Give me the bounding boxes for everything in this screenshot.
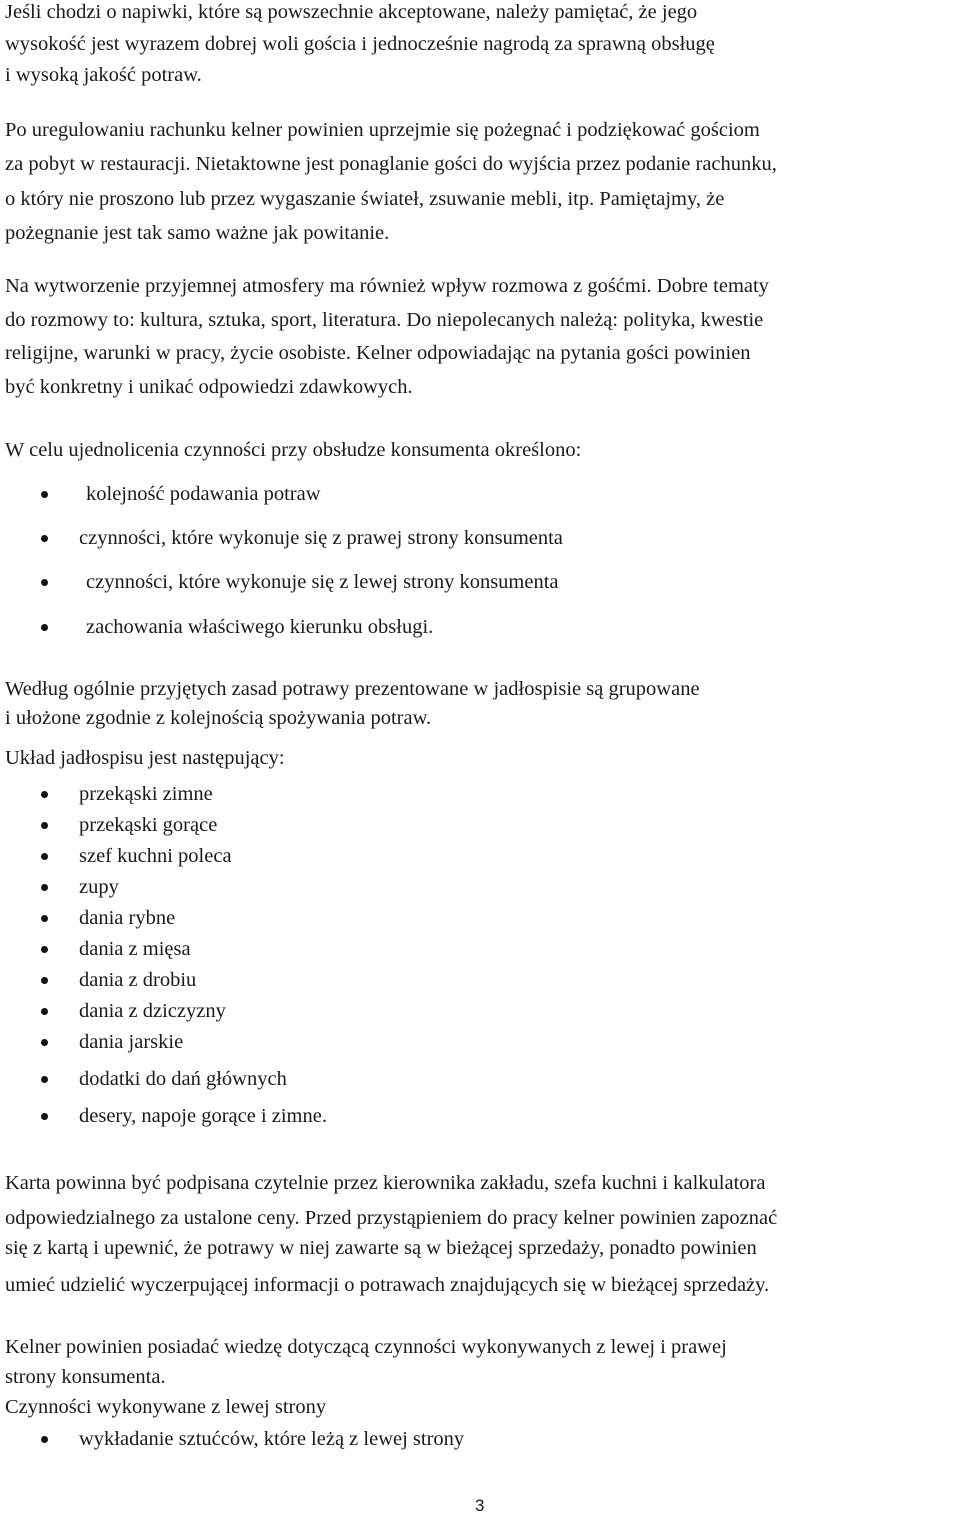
text-line: religijne, warunki w pracy, życie osobiste. Kelner odpowiadając na pytania gości powinien: [5, 342, 751, 364]
list-intro: Układ jadłospisu jest następujący:: [5, 747, 285, 769]
bullet-icon: [41, 946, 48, 953]
list-item: desery, napoje gorące i zimne.: [79, 1105, 327, 1127]
bullet-icon: [41, 822, 48, 829]
bullet-icon: [41, 1008, 48, 1015]
list-item: przekąski zimne: [79, 783, 213, 805]
bullet-icon: [41, 1076, 48, 1083]
bullet-icon: [41, 853, 48, 860]
bullet-icon: [41, 884, 48, 891]
list-item: kolejność podawania potraw: [86, 483, 321, 505]
list-intro: Czynności wykonywane z lewej strony: [5, 1396, 327, 1418]
list-item: zupy: [79, 876, 119, 898]
list-item: dania z mięsa: [79, 938, 191, 960]
list-item: wykładanie sztućców, które leżą z lewej strony: [79, 1428, 465, 1450]
list-item: czynności, które wykonuje się z prawej strony konsumenta: [79, 527, 563, 549]
text-line: pożegnanie jest tak samo ważne jak powitanie.: [5, 222, 390, 244]
bullet-icon: [41, 624, 48, 631]
bullet-icon: [41, 579, 48, 586]
text-line: Na wytworzenie przyjemnej atmosfery ma również wpływ rozmowa z gośćmi. Dobre tematy: [5, 275, 769, 297]
list-item: dania z drobiu: [79, 969, 197, 991]
bullet-icon: [41, 1113, 48, 1120]
list-item: szef kuchni poleca: [79, 845, 232, 867]
bullet-icon: [41, 977, 48, 984]
text-line: Według ogólnie przyjętych zasad potrawy prezentowane w jadłospisie są grupowane: [5, 678, 700, 700]
page-number: 3: [475, 1496, 485, 1515]
bullet-icon: [41, 491, 48, 498]
text-line: Kelner powinien posiadać wiedzę dotyczącą czynności wykonywanych z lewej i prawej: [5, 1336, 727, 1358]
text-line: i ułożone zgodnie z kolejnością spożywania potraw.: [5, 707, 432, 729]
list-item: przekąski gorące: [79, 814, 218, 836]
bullet-icon: [41, 535, 48, 542]
text-line: o który nie proszono lub przez wygaszanie świateł, zsuwanie mebli, itp. Pamiętajmy, że: [5, 188, 725, 210]
text-line: Po uregulowaniu rachunku kelner powinien uprzejmie się pożegnać i podziękować gościom: [5, 119, 760, 141]
text-line: się z kartą i upewnić, że potrawy w niej zawarte są w bieżącej sprzedaży, ponadto powinien: [5, 1237, 757, 1259]
text-line: strony konsumenta.: [5, 1366, 166, 1388]
list-item: dania rybne: [79, 907, 176, 929]
text-line: wysokość jest wyrazem dobrej woli gościa i jednocześnie nagrodą za sprawną obsługę: [5, 33, 715, 55]
text-line: Karta powinna być podpisana czytelnie przez kierownika zakładu, szefa kuchni i kalkulatora: [5, 1172, 766, 1194]
text-line: umieć udzielić wyczerpującej informacji o potrawach znajdujących się w bieżącej sprzedaży.: [5, 1274, 770, 1296]
list-intro: W celu ujednolicenia czynności przy obsłudze konsumenta określono:: [5, 439, 582, 461]
bullet-icon: [41, 1436, 48, 1443]
text-line: odpowiedzialnego za ustalone ceny. Przed przystąpieniem do pracy kelner powinien zapoznać: [5, 1207, 778, 1229]
text-line: do rozmowy to: kultura, sztuka, sport, literatura. Do niepolecanych należą: polityka, kwestie: [5, 309, 764, 331]
text-line: Jeśli chodzi o napiwki, które są powszechnie akceptowane, należy pamiętać, że jego: [5, 1, 698, 23]
text-line: być konkretny i unikać odpowiedzi zdawkowych.: [5, 376, 413, 398]
list-item: dodatki do dań głównych: [79, 1068, 287, 1090]
bullet-icon: [41, 915, 48, 922]
bullet-icon: [41, 791, 48, 798]
text-line: i wysoką jakość potraw.: [5, 64, 202, 86]
text-line: za pobyt w restauracji. Nietaktowne jest ponaglanie gości do wyjścia przez podanie rachunku,: [5, 153, 777, 175]
list-item: czynności, które wykonuje się z lewej strony konsumenta: [86, 571, 559, 593]
list-item: zachowania właściwego kierunku obsługi.: [86, 616, 434, 638]
bullet-icon: [41, 1039, 48, 1046]
list-item: dania jarskie: [79, 1031, 184, 1053]
list-item: dania z dziczyzny: [79, 1000, 226, 1022]
